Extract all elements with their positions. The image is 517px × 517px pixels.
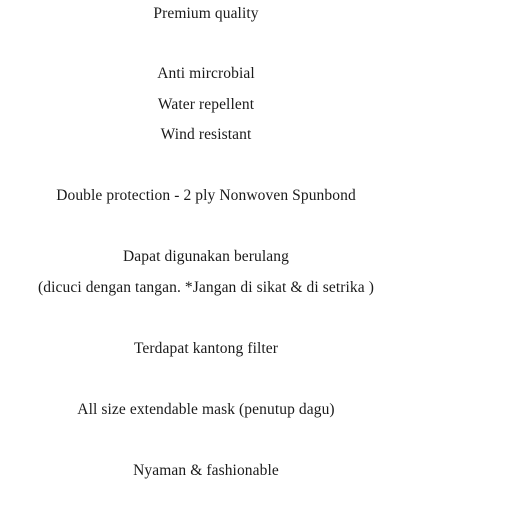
- text-reusable: Dapat digunakan berulang: [123, 248, 289, 265]
- text-extendable-mask: All size extendable mask (penutup dagu): [77, 401, 335, 418]
- text-water-repellent: Water repellent: [157, 96, 255, 113]
- text-double-protection: Double protection - 2 ply Nonwoven Spunbond: [56, 187, 356, 204]
- text-washing-instructions: (dicuci dengan tangan. *Jangan di sikat & di setrika ): [38, 279, 374, 296]
- text-comfortable-fashionable: Nyaman & fashionable: [133, 462, 279, 479]
- text-filter-pocket: Terdapat kantong filter: [133, 340, 279, 357]
- text-wind-resistant: Wind resistant: [160, 126, 252, 143]
- text-premium-quality: Premium quality: [153, 5, 259, 22]
- text-anti-microbial: Anti mircrobial: [157, 65, 255, 82]
